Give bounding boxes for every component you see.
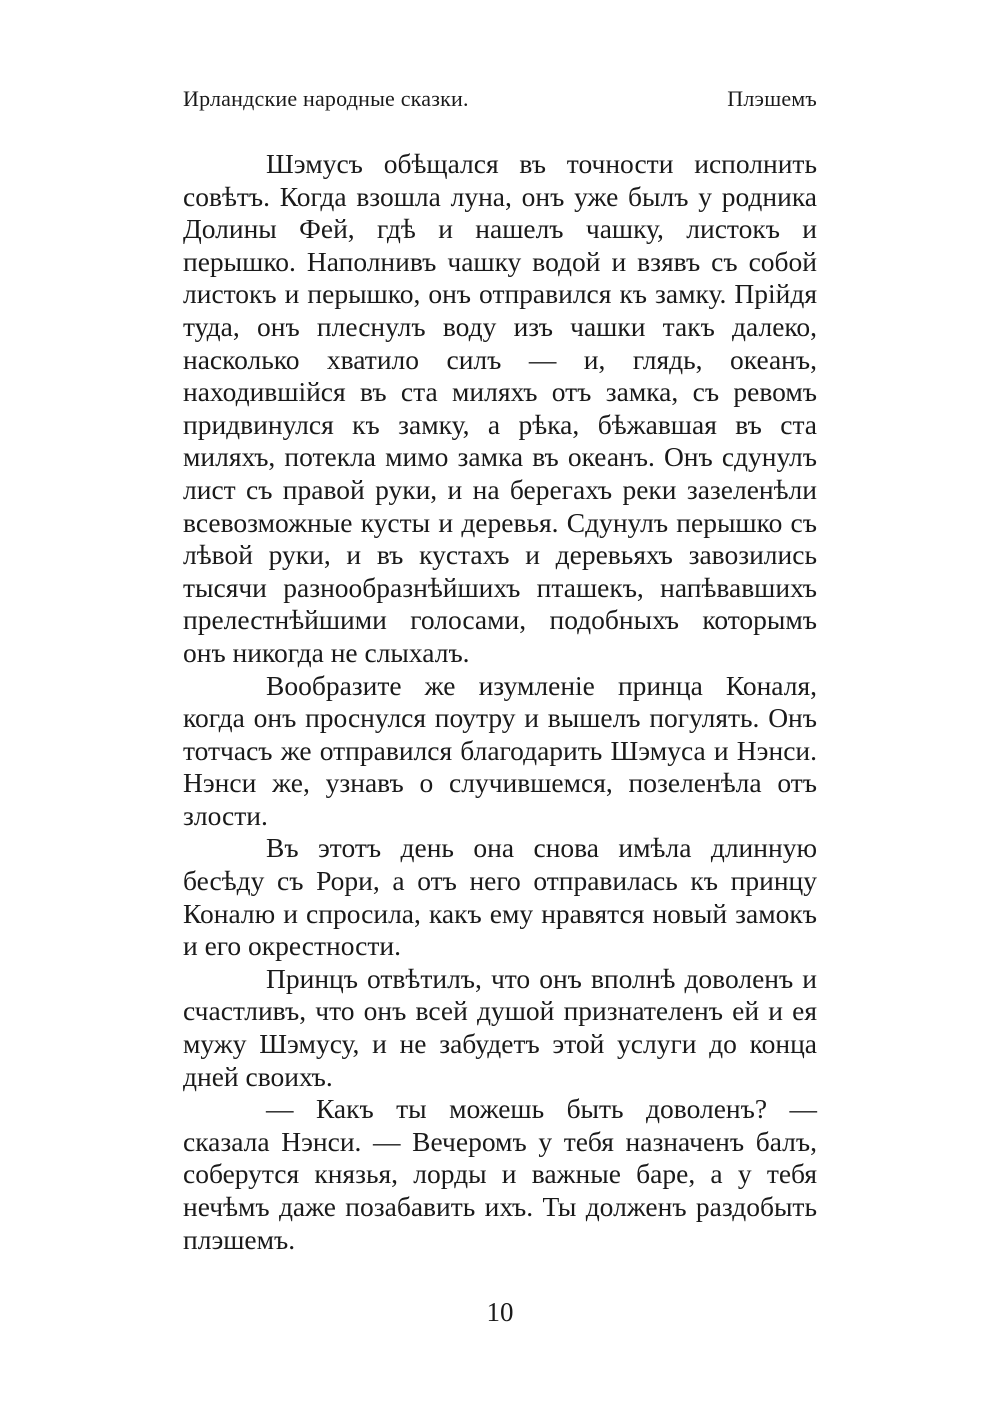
paragraph: Принцъ отвѣтилъ, что онъ вполнѣ доволенъ и счастливъ, что онъ всей душой признателенъ ей и ея мужу Шэмусу, и не забудетъ этой услуги до конца дней своихъ. bbox=[183, 962, 817, 1092]
paragraph: Шэмусъ обѣщался въ точности исполнить совѣтъ. Когда взошла луна, онъ уже былъ у родника Долины Фей, гдѣ и нашелъ чашку, листокъ и перышко. Наполнивъ чашку водой и взявъ съ собой листокъ и перышко, онъ отправился къ замку. Прійдя туда, онъ плеснулъ воду изъ чашки такъ далеко, насколько хватило силъ — и, глядь, океанъ, находившійся въ ста миляхъ отъ замка, съ ревомъ придвинулся къ замку, а рѣка, бѣжавшая въ ста миляхъ, потекла мимо замка въ океанъ. Онъ сдунулъ лист съ правой руки, и на берегахъ реки зазеленѣли всевозможные кусты и деревья. Сдунулъ перышко съ лѣвой руки, и въ кустахъ и деревьяхъ завозились тысячи разнообразнѣйшихъ пташекъ, напѣвавшихъ прелестнѣйшими голосами, подобныхъ которымъ онъ никогда не слыхалъ. bbox=[183, 148, 817, 668]
paragraph: — Какъ ты можешь быть доволенъ? — сказала Нэнси. — Вечеромъ у тебя назначенъ балъ, соберутся князья, лорды и важные баре, а у тебя нечѣмъ даже позабавить ихъ. Ты долженъ раздобыть плэшемъ. bbox=[183, 1093, 817, 1255]
book-title: Ирландские народные сказки. bbox=[183, 86, 469, 111]
paragraph: Въ этотъ день она снова имѣла длинную бесѣду съ Рори, а отъ него отправилась къ принцу Коналю и спросила, какъ ему нравятся новый замокъ и его окрестности. bbox=[183, 832, 817, 962]
running-header bbox=[183, 86, 817, 116]
body-text bbox=[183, 148, 817, 1256]
page-number: 10 bbox=[486, 1297, 514, 1327]
paragraph: Вообразите же изумленіе принца Коналя, когда онъ проснулся поутру и вышелъ погулять. Онъ тотчасъ же отправился благодарить Шэмуса и Нэнси. Нэнси же, узнавъ о случившемся, позеленѣла отъ злости. bbox=[183, 669, 817, 831]
chapter-title: Плэшемъ bbox=[727, 86, 817, 111]
